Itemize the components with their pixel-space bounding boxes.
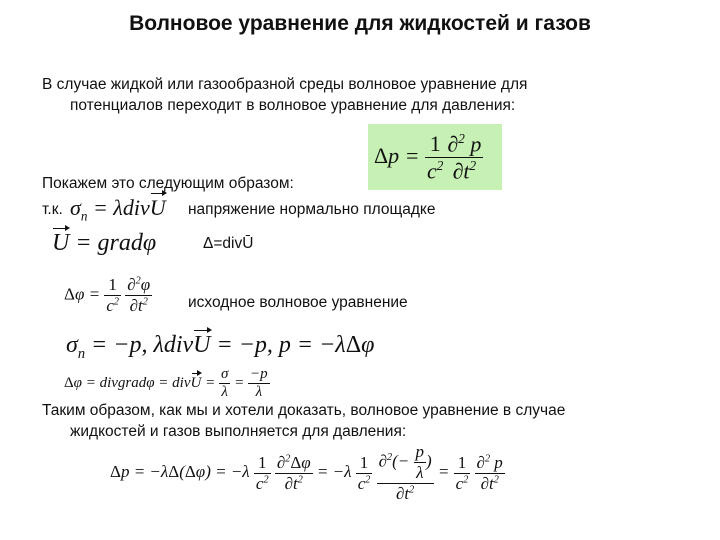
pressure-wave-equation: Δp = $\frac{1}{c^2}$ $\frac{\partial^2 p}{\partial t^2}$ [374, 131, 482, 184]
velocity-formula: U = gradφ [52, 230, 157, 256]
tk-text: напряжение нормально площадке [188, 201, 436, 218]
stress-formula: $\sigma_n$ = λdivU [70, 195, 166, 224]
tk-prefix: т.к. [42, 201, 63, 218]
laplace-note: Δ=divŪ [203, 235, 254, 252]
page-title: Волновое уравнение для жидкостей и газов [129, 12, 591, 35]
divergence-chain: Δφ = divgradφ = divU = $\frac{\sigma}{\lambda}$ = $\frac{-p}{\lambda}$ [64, 366, 268, 400]
stress-relations: $\sigma_n = -p$, λdivU = −p, p = −λΔφ [66, 332, 375, 362]
final-derivation: Δp = −λΔ(Δφ) = −λ $\frac{1}{c^2}$ $\frac{\partial^2\Delta\varphi}{\partial t^2}$ = −λ $\frac{1}{c^2}$ ∂$^2$(− $\frac{p}{\lambda}$ ) $\partial t^2$ = $\frac{1}{c^2}$ $\frac{\partial^2 p}{\partial t^2}$ [110, 442, 503, 503]
conclusion-line-2: жидкостей и газов выполняется для давления: [70, 423, 407, 440]
conclusion-line-1: Таким образом, как мы и хотели доказать, волновое уравнение в случае [42, 402, 566, 419]
potential-wave-equation: Δφ = $\frac{1}{c^2}$ $\frac{\partial^2\varphi}{\partial t^2}$ [64, 275, 151, 315]
show-line: Покажем это следующим образом: [42, 175, 294, 192]
intro-line-2: потенциалов переходит в волновое уравнение для давления: [70, 97, 516, 114]
wave-equation-note: исходное волновое уравнение [188, 294, 408, 311]
intro-line-1: В случае жидкой или газообразной среды волновое уравнение для [42, 76, 528, 93]
